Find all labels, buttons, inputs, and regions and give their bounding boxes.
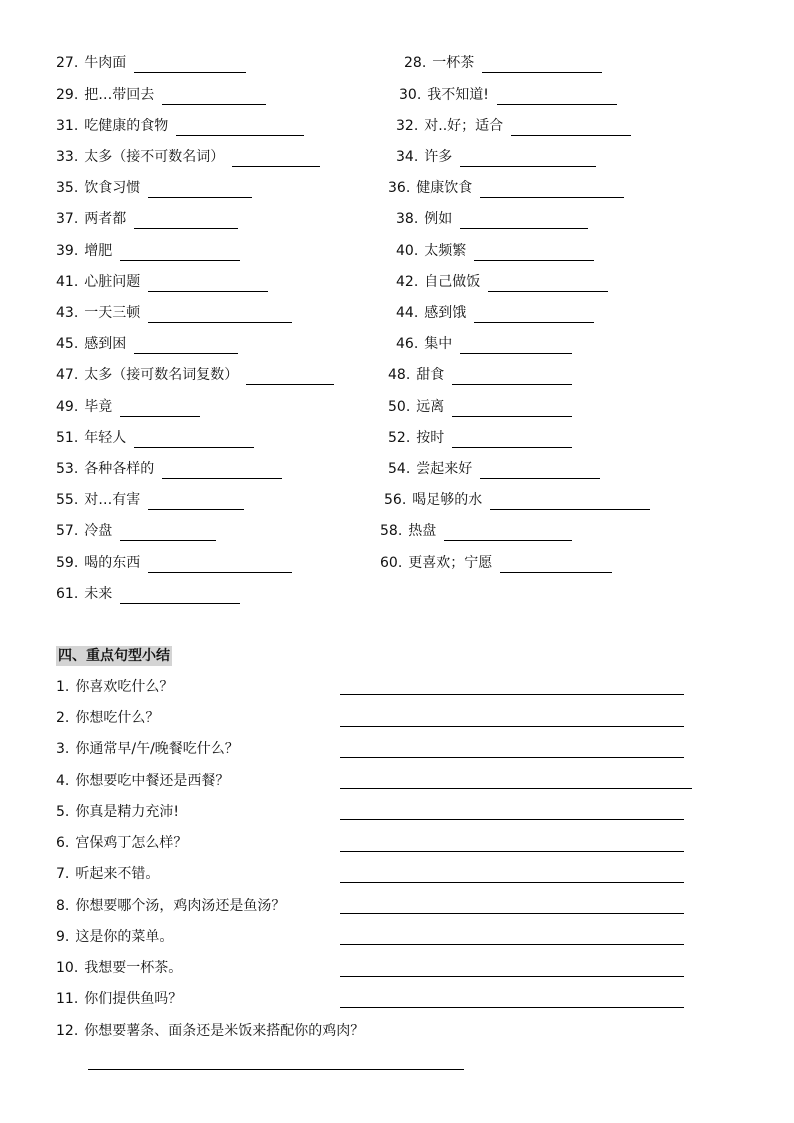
item-number: 10. bbox=[56, 960, 79, 976]
item-number: 55. bbox=[56, 492, 79, 508]
item-number: 44. bbox=[396, 305, 419, 321]
item-term: 感到困 bbox=[84, 336, 127, 352]
item-term: 一天三顿 bbox=[84, 305, 141, 321]
vocab-item-58 bbox=[380, 521, 572, 541]
item-number: 52. bbox=[388, 430, 411, 446]
vocab-item-60 bbox=[380, 553, 612, 573]
vocab-item-37 bbox=[56, 209, 238, 229]
answer-blank[interactable] bbox=[148, 278, 268, 292]
item-number: 43. bbox=[56, 305, 79, 321]
answer-blank[interactable] bbox=[120, 527, 216, 541]
answer-line[interactable] bbox=[340, 1007, 684, 1008]
vocab-item-57 bbox=[56, 521, 216, 541]
sentence-item-2 bbox=[56, 708, 159, 728]
item-term: 心脏问题 bbox=[84, 274, 141, 290]
item-number: 33. bbox=[56, 149, 79, 165]
sentence-text: 你喜欢吃什么？ bbox=[75, 679, 174, 695]
sentence-text: 你想要薯条、面条还是米饭来搭配你的鸡肉？ bbox=[84, 1023, 365, 1039]
item-number: 50. bbox=[388, 399, 411, 415]
item-number: 51. bbox=[56, 430, 79, 446]
item-term: 饮食习惯 bbox=[84, 180, 141, 196]
item-term: 尝起来好 bbox=[416, 461, 473, 477]
sentence-item-8 bbox=[56, 896, 285, 916]
item-number: 5. bbox=[56, 804, 70, 820]
answer-blank[interactable] bbox=[134, 434, 254, 448]
vocab-item-55 bbox=[56, 490, 244, 510]
vocab-item-61 bbox=[56, 584, 240, 604]
item-number: 38. bbox=[396, 211, 419, 227]
item-number: 42. bbox=[396, 274, 419, 290]
sentence-item-9 bbox=[56, 927, 173, 947]
item-term: 自己做饭 bbox=[424, 274, 481, 290]
answer-line[interactable] bbox=[340, 913, 684, 914]
item-number: 36. bbox=[388, 180, 411, 196]
vocab-item-50 bbox=[388, 397, 572, 417]
answer-blank[interactable] bbox=[474, 247, 594, 261]
answer-blank[interactable] bbox=[452, 371, 572, 385]
answer-line[interactable] bbox=[88, 1069, 464, 1070]
item-number: 31. bbox=[56, 118, 79, 134]
answer-blank[interactable] bbox=[474, 309, 594, 323]
answer-blank[interactable] bbox=[511, 122, 631, 136]
item-number: 27. bbox=[56, 55, 79, 71]
vocab-item-32 bbox=[396, 116, 631, 136]
sentence-text: 这是你的菜单。 bbox=[75, 929, 174, 945]
vocab-item-29 bbox=[56, 85, 266, 105]
answer-blank[interactable] bbox=[148, 309, 292, 323]
item-number: 6. bbox=[56, 835, 70, 851]
item-term: 我不知道! bbox=[427, 87, 489, 103]
sentence-text: 你想吃什么？ bbox=[75, 710, 160, 726]
sentence-text: 宫保鸡丁怎么样？ bbox=[75, 835, 188, 851]
item-number: 9. bbox=[56, 929, 70, 945]
answer-blank[interactable] bbox=[134, 340, 238, 354]
vocab-item-59 bbox=[56, 553, 292, 573]
sentence-text: 你想要吃中餐还是西餐？ bbox=[75, 773, 230, 789]
item-term: 一杯茶 bbox=[432, 55, 475, 71]
item-term: 例如 bbox=[424, 211, 453, 227]
sentence-text: 听起来不错。 bbox=[75, 866, 160, 882]
item-number: 2. bbox=[56, 710, 70, 726]
item-number: 54. bbox=[388, 461, 411, 477]
sentence-item-10 bbox=[56, 958, 182, 978]
vocab-item-45 bbox=[56, 334, 238, 354]
answer-line[interactable] bbox=[340, 757, 684, 758]
answer-blank[interactable] bbox=[460, 153, 596, 167]
vocab-item-34 bbox=[396, 147, 596, 167]
answer-line[interactable] bbox=[340, 944, 684, 945]
vocab-item-44 bbox=[396, 303, 594, 323]
answer-blank[interactable] bbox=[134, 59, 246, 73]
vocab-item-46 bbox=[396, 334, 572, 354]
answer-blank[interactable] bbox=[488, 278, 608, 292]
vocab-item-43 bbox=[56, 303, 292, 323]
item-number: 60. bbox=[380, 555, 403, 571]
item-number: 56. bbox=[384, 492, 407, 508]
item-number: 11. bbox=[56, 991, 79, 1007]
answer-line[interactable] bbox=[340, 976, 684, 977]
vocab-item-39 bbox=[56, 241, 240, 261]
item-term: 两者都 bbox=[84, 211, 127, 227]
item-term: 把…带回去 bbox=[84, 87, 155, 103]
section-heading: 四、重点句型小结 bbox=[58, 648, 170, 664]
sentence-item-4 bbox=[56, 771, 229, 791]
item-term: 更喜欢；宁愿 bbox=[408, 555, 493, 571]
answer-blank[interactable] bbox=[148, 496, 244, 510]
answer-line[interactable] bbox=[340, 819, 684, 820]
item-number: 35. bbox=[56, 180, 79, 196]
item-number: 29. bbox=[56, 87, 79, 103]
vocab-item-48 bbox=[388, 365, 572, 385]
answer-blank[interactable] bbox=[134, 215, 238, 229]
item-number: 58. bbox=[380, 523, 403, 539]
item-number: 41. bbox=[56, 274, 79, 290]
answer-blank[interactable] bbox=[452, 403, 572, 417]
answer-blank[interactable] bbox=[460, 215, 588, 229]
item-term: 感到饿 bbox=[424, 305, 467, 321]
sentence-item-3 bbox=[56, 739, 239, 759]
vocab-item-36 bbox=[388, 178, 624, 198]
item-term: 冷盘 bbox=[84, 523, 113, 539]
item-number: 30. bbox=[399, 87, 422, 103]
item-term: 许多 bbox=[424, 149, 453, 165]
answer-blank[interactable] bbox=[444, 527, 572, 541]
item-number: 37. bbox=[56, 211, 79, 227]
answer-blank[interactable] bbox=[176, 122, 304, 136]
sentence-item-12 bbox=[56, 1021, 364, 1041]
item-term: 太频繁 bbox=[424, 243, 467, 259]
item-term: 热盘 bbox=[408, 523, 437, 539]
item-number: 59. bbox=[56, 555, 79, 571]
item-term: 健康饮食 bbox=[416, 180, 473, 196]
item-number: 7. bbox=[56, 866, 70, 882]
answer-blank[interactable] bbox=[148, 184, 252, 198]
vocab-item-35 bbox=[56, 178, 252, 198]
answer-blank[interactable] bbox=[490, 496, 650, 510]
vocab-item-49 bbox=[56, 397, 200, 417]
item-term: 太多（接不可数名词） bbox=[84, 149, 225, 165]
sentence-item-5 bbox=[56, 802, 179, 822]
sentence-item-6 bbox=[56, 833, 187, 853]
item-number: 28. bbox=[404, 55, 427, 71]
vocab-item-27 bbox=[56, 53, 246, 73]
answer-blank[interactable] bbox=[232, 153, 320, 167]
item-term: 太多（接可数名词复数） bbox=[84, 367, 239, 383]
item-number: 49. bbox=[56, 399, 79, 415]
answer-line[interactable] bbox=[340, 851, 684, 852]
item-number: 34. bbox=[396, 149, 419, 165]
item-number: 3. bbox=[56, 741, 70, 757]
vocab-item-40 bbox=[396, 241, 594, 261]
vocab-item-30 bbox=[399, 85, 617, 105]
answer-blank[interactable] bbox=[480, 184, 624, 198]
item-number: 61. bbox=[56, 586, 79, 602]
answer-blank[interactable] bbox=[460, 340, 572, 354]
answer-blank[interactable] bbox=[162, 465, 282, 479]
answer-blank[interactable] bbox=[452, 434, 572, 448]
answer-blank[interactable] bbox=[120, 247, 240, 261]
sentence-text: 我想要一杯茶。 bbox=[84, 960, 183, 976]
vocab-item-41 bbox=[56, 272, 268, 292]
answer-line[interactable] bbox=[340, 882, 684, 883]
item-number: 39. bbox=[56, 243, 79, 259]
item-number: 4. bbox=[56, 773, 70, 789]
item-number: 32. bbox=[396, 118, 419, 134]
item-number: 47. bbox=[56, 367, 79, 383]
answer-blank[interactable] bbox=[120, 590, 240, 604]
item-number: 45. bbox=[56, 336, 79, 352]
vocab-item-38 bbox=[396, 209, 588, 229]
answer-blank[interactable] bbox=[246, 371, 334, 385]
item-term: 喝的东西 bbox=[84, 555, 141, 571]
sentence-item-7 bbox=[56, 864, 159, 884]
item-number: 48. bbox=[388, 367, 411, 383]
vocab-item-56 bbox=[384, 490, 650, 510]
item-number: 46. bbox=[396, 336, 419, 352]
item-term: 年轻人 bbox=[84, 430, 127, 446]
item-number: 8. bbox=[56, 898, 70, 914]
vocab-item-47 bbox=[56, 365, 334, 385]
vocab-item-31 bbox=[56, 116, 304, 136]
item-number: 40. bbox=[396, 243, 419, 259]
vocab-item-52 bbox=[388, 428, 572, 448]
sentence-text: 你想要哪个汤，鸡肉汤还是鱼汤？ bbox=[75, 898, 286, 914]
item-term: 对…有害 bbox=[84, 492, 141, 508]
item-term: 各种各样的 bbox=[84, 461, 155, 477]
answer-blank[interactable] bbox=[120, 403, 200, 417]
answer-blank[interactable] bbox=[162, 91, 266, 105]
sentence-item-1 bbox=[56, 677, 173, 697]
sentence-item-11 bbox=[56, 989, 182, 1009]
item-term: 吃健康的食物 bbox=[84, 118, 169, 134]
item-number: 1. bbox=[56, 679, 70, 695]
vocab-item-54 bbox=[388, 459, 600, 479]
item-number: 53. bbox=[56, 461, 79, 477]
item-term: 远离 bbox=[416, 399, 445, 415]
item-term: 按时 bbox=[416, 430, 445, 446]
answer-blank[interactable] bbox=[148, 559, 292, 573]
item-term: 牛肉面 bbox=[84, 55, 127, 71]
sentence-text: 你真是精力充沛! bbox=[75, 804, 179, 820]
answer-blank[interactable] bbox=[482, 59, 602, 73]
vocab-item-53 bbox=[56, 459, 282, 479]
item-term: 喝足够的水 bbox=[412, 492, 483, 508]
item-term: 集中 bbox=[424, 336, 453, 352]
sentence-text: 你通常早/午/晚餐吃什么？ bbox=[75, 741, 239, 757]
item-number: 57. bbox=[56, 523, 79, 539]
vocab-item-33 bbox=[56, 147, 320, 167]
sentence-text: 你们提供鱼吗？ bbox=[84, 991, 183, 1007]
item-number: 12. bbox=[56, 1023, 79, 1039]
vocab-item-42 bbox=[396, 272, 608, 292]
item-term: 对..好；适合 bbox=[424, 118, 504, 134]
item-term: 毕竟 bbox=[84, 399, 113, 415]
item-term: 甜食 bbox=[416, 367, 445, 383]
answer-line[interactable] bbox=[340, 726, 684, 727]
answer-line[interactable] bbox=[340, 788, 692, 789]
answer-line[interactable] bbox=[340, 694, 684, 695]
item-term: 未来 bbox=[84, 586, 113, 602]
answer-blank[interactable] bbox=[480, 465, 600, 479]
answer-blank[interactable] bbox=[497, 91, 617, 105]
vocab-item-28 bbox=[404, 53, 602, 73]
vocab-item-51 bbox=[56, 428, 254, 448]
item-term: 增肥 bbox=[84, 243, 113, 259]
answer-blank[interactable] bbox=[500, 559, 612, 573]
